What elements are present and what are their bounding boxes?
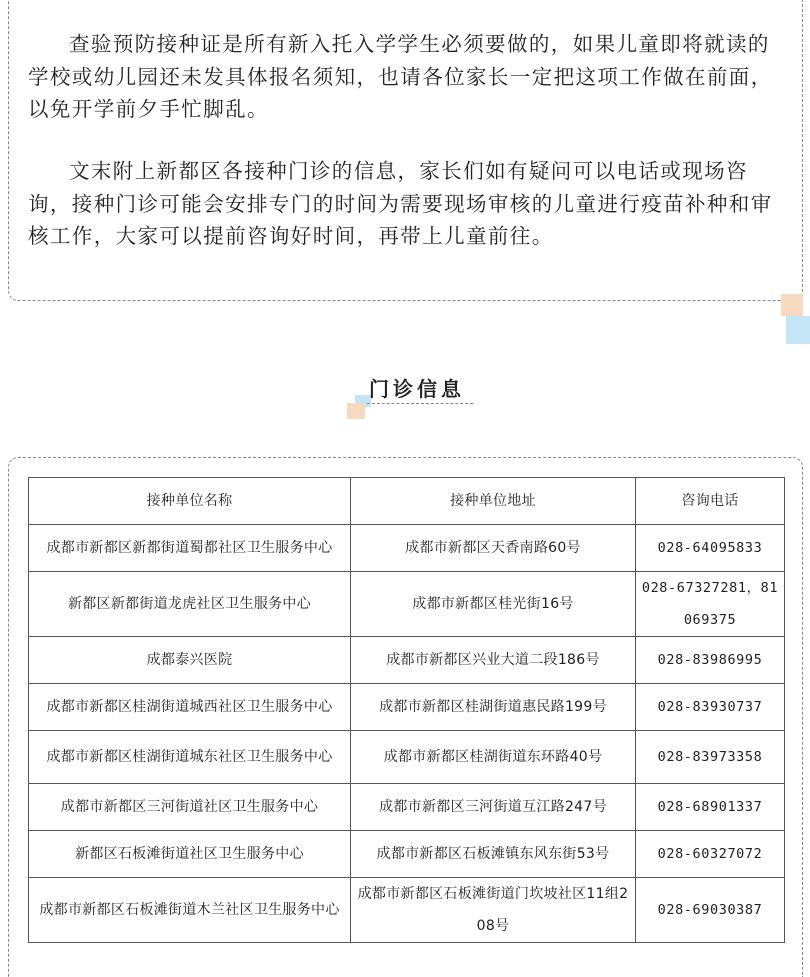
table-row bbox=[29, 572, 785, 637]
header-address: 接种单位地址 bbox=[351, 478, 636, 525]
cell-name: 成都市新都区新都街道蜀都社区卫生服务中心 bbox=[29, 525, 351, 572]
cell-name: 成都市新都区石板滩街道木兰社区卫生服务中心 bbox=[29, 878, 351, 943]
cell-phone: 028-83930737 bbox=[636, 684, 785, 731]
table-row bbox=[29, 525, 785, 572]
intro-paragraph-1: 查验预防接种证是所有新入托入学学生必须要做的，如果儿童即将就读的学校或幼儿园还未发具体报名须知，也请各位家长一定把这项工作做在前面，以免开学前夕手忙脚乱。 bbox=[28, 32, 773, 121]
corner-decoration-peach bbox=[781, 294, 803, 316]
cell-phone: 028-83986995 bbox=[636, 637, 785, 684]
cell-name: 新都区石板滩街道社区卫生服务中心 bbox=[29, 831, 351, 878]
header-name: 接种单位名称 bbox=[29, 478, 351, 525]
cell-name: 成都市新都区桂湖街道城西社区卫生服务中心 bbox=[29, 684, 351, 731]
cell-address: 成都市新都区桂湖街道东环路40号 bbox=[351, 731, 636, 784]
table-row bbox=[29, 831, 785, 878]
cell-address: 成都市新都区桂湖街道惠民路199号 bbox=[351, 684, 636, 731]
cell-address: 成都市新都区三河街道互江路247号 bbox=[351, 784, 636, 831]
table-header-row bbox=[29, 478, 785, 525]
cell-name: 成都泰兴医院 bbox=[29, 637, 351, 684]
section-title: 门诊信息 bbox=[369, 377, 465, 401]
cell-phone: 028-67327281，81069375 bbox=[636, 572, 785, 637]
cell-address: 成都市新都区天香南路60号 bbox=[351, 525, 636, 572]
title-underline bbox=[367, 403, 473, 404]
table-row bbox=[29, 784, 785, 831]
cell-address: 成都市新都区桂光街16号 bbox=[351, 572, 636, 637]
cell-name: 成都市新都区三河街道社区卫生服务中心 bbox=[29, 784, 351, 831]
cell-address: 成都市新都区兴业大道二段186号 bbox=[351, 637, 636, 684]
table-row bbox=[29, 637, 785, 684]
cell-phone: 028-69030387 bbox=[636, 878, 785, 943]
section-title-block bbox=[355, 371, 475, 407]
cell-address: 成都市新都区石板滩镇东风东街53号 bbox=[351, 831, 636, 878]
cell-name: 成都市新都区桂湖街道城东社区卫生服务中心 bbox=[29, 731, 351, 784]
header-phone: 咨询电话 bbox=[636, 478, 785, 525]
table-row bbox=[29, 684, 785, 731]
cell-phone: 028-83973358 bbox=[636, 731, 785, 784]
table-row bbox=[29, 731, 785, 784]
table-row bbox=[29, 878, 785, 943]
intro-paragraph-2: 文末附上新都区各接种门诊的信息，家长们如有疑问可以电话或现场咨询，接种门诊可能会安排专门的时间为需要现场审核的儿童进行疫苗补种和审核工作，大家可以提前咨询好时间，再带上儿童前往。 bbox=[28, 159, 773, 248]
corner-decoration-blue bbox=[786, 316, 810, 344]
cell-address: 成都市新都区石板滩街道门坎坡社区11组208号 bbox=[351, 878, 636, 943]
cell-phone: 028-64095833 bbox=[636, 525, 785, 572]
cell-phone: 028-68901337 bbox=[636, 784, 785, 831]
clinic-table bbox=[28, 477, 785, 943]
cell-name: 新都区新都街道龙虎社区卫生服务中心 bbox=[29, 572, 351, 637]
cell-phone: 028-60327072 bbox=[636, 831, 785, 878]
